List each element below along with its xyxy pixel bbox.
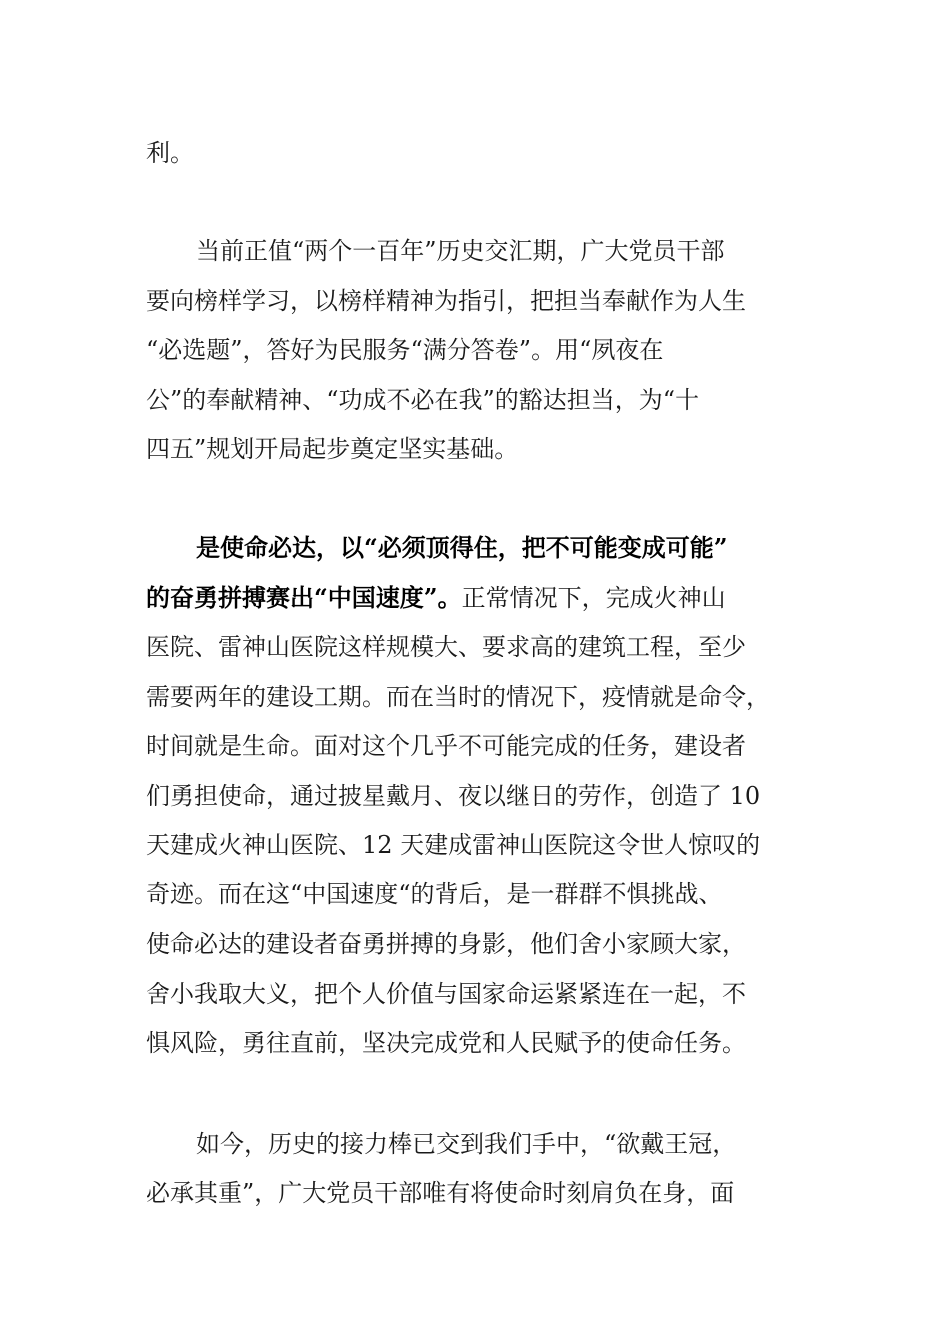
paragraph-heading: 的奋勇拼搏赛出“中国速度”。	[146, 583, 462, 612]
text-span: 正常情况下，完成火神山	[461, 584, 726, 612]
text-line: 要向榜样学习，以榜样精神为指引，把担当奉献作为人生	[146, 287, 746, 315]
text-line: 利。	[146, 139, 194, 167]
text-line: 使命必达的建设者奋勇拼搏的身影，他们舍小家顾大家，	[146, 930, 746, 958]
paragraph-heading: 是使命必达，以“必须顶得住，把不可能变成可能”	[196, 533, 728, 562]
text-line: 时间就是生命。面对这个几乎不可能完成的任务，建设者	[146, 732, 746, 760]
text-line: 医院、雷神山医院这样规模大、要求高的建筑工程，至少	[146, 633, 746, 661]
text-line: 需要两年的建设工期。而在当时的情况下，疫情就是命令，	[146, 683, 770, 711]
text-line: 公”的奉献精神、“功成不必在我”的豁达担当，为“十	[146, 386, 700, 414]
text-line: 必承其重”，广大党员干部唯有将使命时刻肩负在身，面	[146, 1179, 735, 1207]
text-line: 四五”规划开局起步奠定坚实基础。	[146, 435, 519, 463]
text-line: 天建成火神山医院、12 天建成雷神山医院这令世人惊叹的	[146, 831, 761, 859]
text-line: 奇迹。而在这“中国速度“的背后，是一群群不惧挑战、	[146, 880, 723, 908]
text-line: “必选题”，答好为民服务“满分答卷”。用“夙夜在	[146, 336, 664, 364]
text-line: 当前正值“两个一百年”历史交汇期，广大党员干部	[196, 237, 725, 265]
text-line: 舍小我取大义，把个人价值与国家命运紧紧连在一起，不	[146, 980, 746, 1008]
text-line: 们勇担使命，通过披星戴月、夜以继日的劳作，创造了 10	[146, 782, 761, 810]
text-line	[146, 582, 726, 614]
text-line: 惧风险，勇往直前，坚决完成党和人民赋予的使命任务。	[146, 1029, 746, 1057]
text-line: 如今，历史的接力棒已交到我们手中，“欲戴王冠，	[196, 1130, 737, 1158]
